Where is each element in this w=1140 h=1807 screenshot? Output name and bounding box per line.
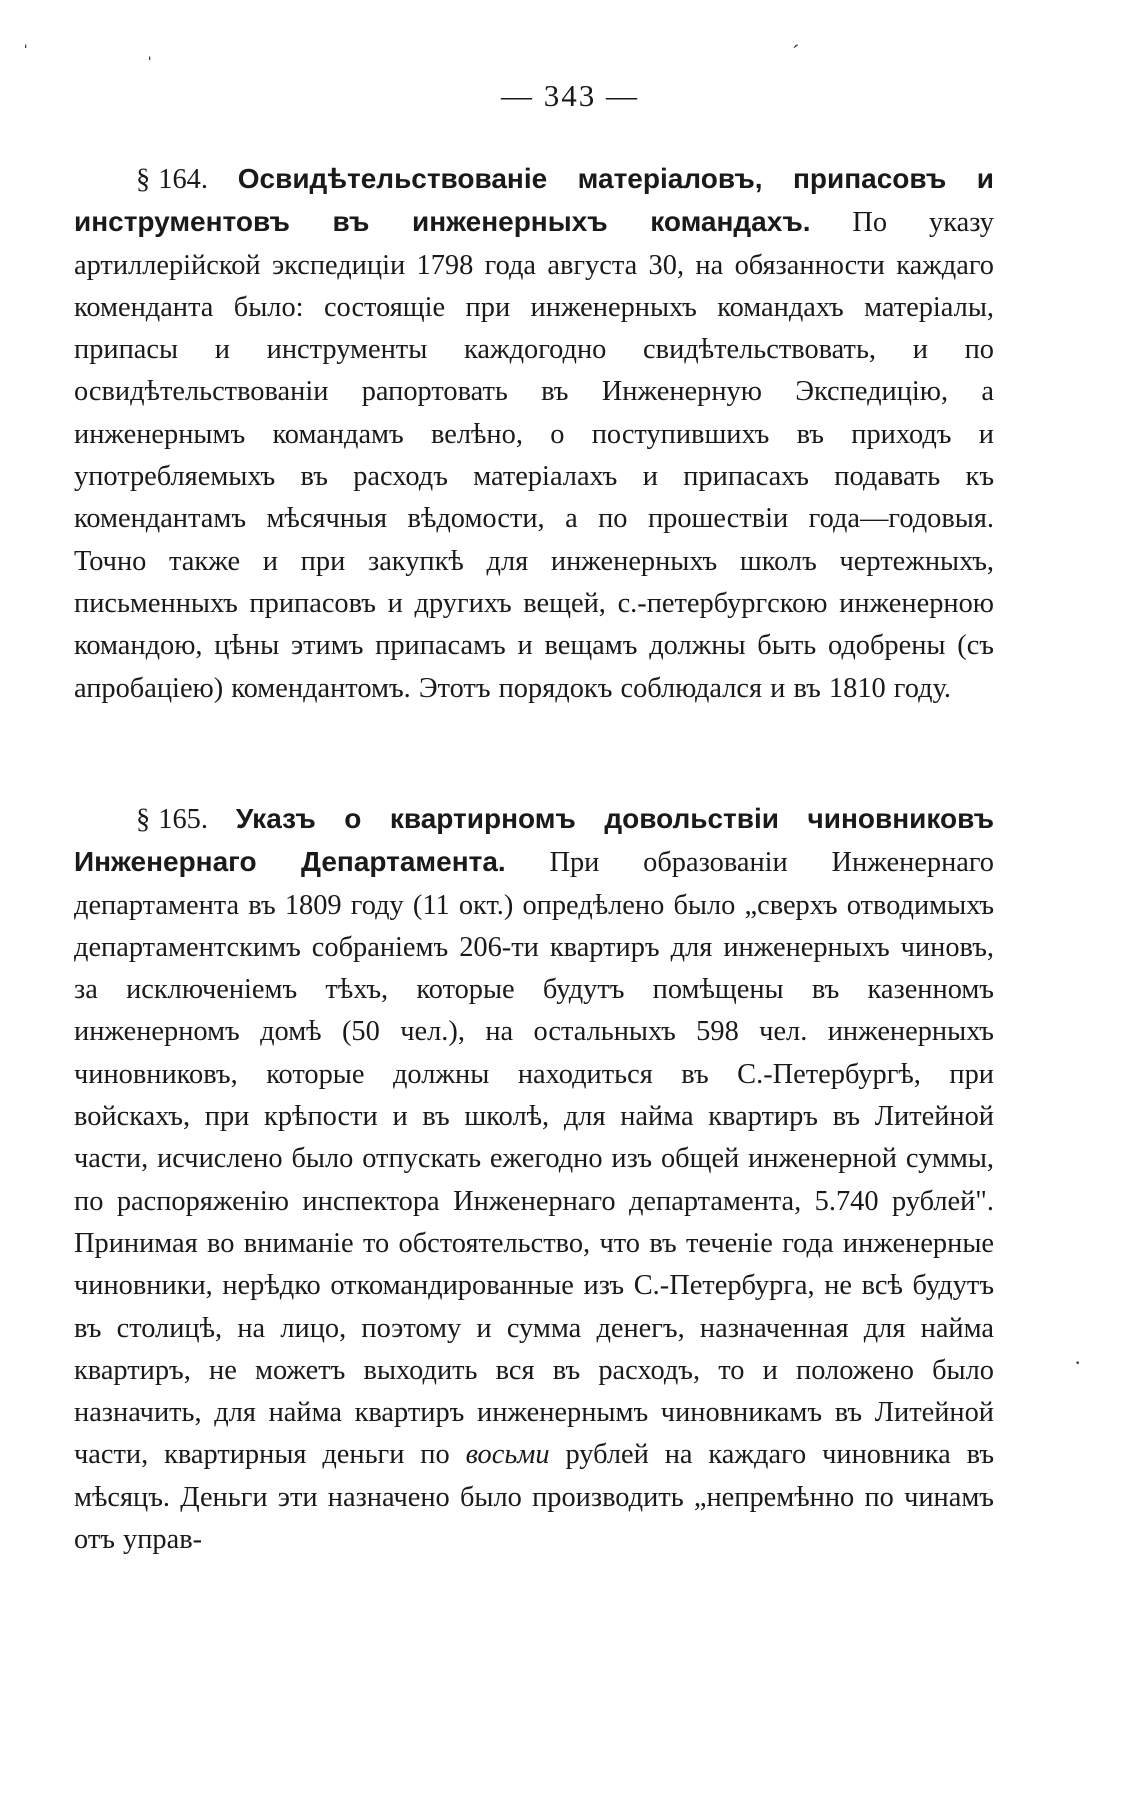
page-number: — 343 —	[501, 78, 639, 113]
section-body-part-1: При образованіи Инженернаго департамента въ 1809 году (11 окт.) опредѣлено было „сверхъ отводимыхъ департаментскимъ собраніемъ 206-ти квартиръ для инженерныхъ чиновъ, за исключеніемъ тѣхъ, которые будутъ помѣщены въ казенномъ инженерномъ домѣ (50 чел.), на остальныхъ 598 чел. инженерныхъ чиновниковъ, которые должны находиться въ С.-Петербургѣ, при войскахъ, при крѣпости и въ школѣ, для найма квартиръ въ Литейной части, исчислено было отпускать ежегодно изъ общей инженерной суммы, по распоряженію инспектора Инженернаго департамента, 5.740 рублей". Принимая во вниманіе то обстоятельство, что въ теченіе года инженерные чиновники, нерѣдко откомандированные изъ С.-Петербурга, не всѣ будутъ въ столицѣ, на лицо, поэтому и сумма денегъ, назначенная для найма квартиръ, не можетъ выходить вся въ расходъ, то и положено было назначить, для найма квартиръ инженернымъ чиновникамъ въ Литейной части, квартирныя деньги по	[74, 847, 994, 1471]
section-body-part-2: рублей на каждаго чиновника въ мѣсяцъ. Деньги эти назначено было производить „непремѣнно по чинамъ отъ управ-	[74, 1439, 994, 1556]
section-164	[74, 158, 994, 710]
scan-speck: ˊ	[792, 40, 800, 65]
section-body-italic: восьми	[465, 1439, 550, 1471]
section-number: § 165.	[136, 804, 208, 835]
section-number: § 164.	[136, 164, 208, 195]
scan-speck: ˈ	[22, 40, 30, 65]
scan-speck: ˈ	[146, 52, 154, 77]
scan-speck: ·	[1074, 1350, 1082, 1375]
section-title: Указъ о квартирномъ довольствіи чиновниковъ Инженернаго Департамента.	[74, 803, 994, 878]
section-body: По указу артиллерійской экспедиціи 1798 года августа 30, на обязанности каждаго коменданта было: состоящіе при инженерныхъ командахъ матеріалы, припасы и инструменты каждогодно свидѣтельствовать, и по освидѣтельствованіи рапортовать въ Инженерную Экспедицію, а инженернымъ командамъ велѣно, о поступившихъ въ приходъ и употребляемыхъ въ расходъ матеріалахъ и припасахъ подавать къ комендантамъ мѣсячныя вѣдомости, а по прошествіи года—годовыя. Точно также и при закупкѣ для инженерныхъ школъ чертежныхъ, письменныхъ припасовъ и другихъ вещей, с.-петербургскою инженерною командою, цѣны этимъ припасамъ и вещамъ должны быть одобрены (съ апробаціею) комендантомъ. Этотъ порядокъ соблюдался и въ 1810 году.	[74, 207, 995, 704]
section-165	[74, 798, 994, 1561]
section-title: Освидѣтельствованіе матеріаловъ, припасовъ и инструментовъ въ инженерныхъ командахъ.	[74, 163, 994, 238]
